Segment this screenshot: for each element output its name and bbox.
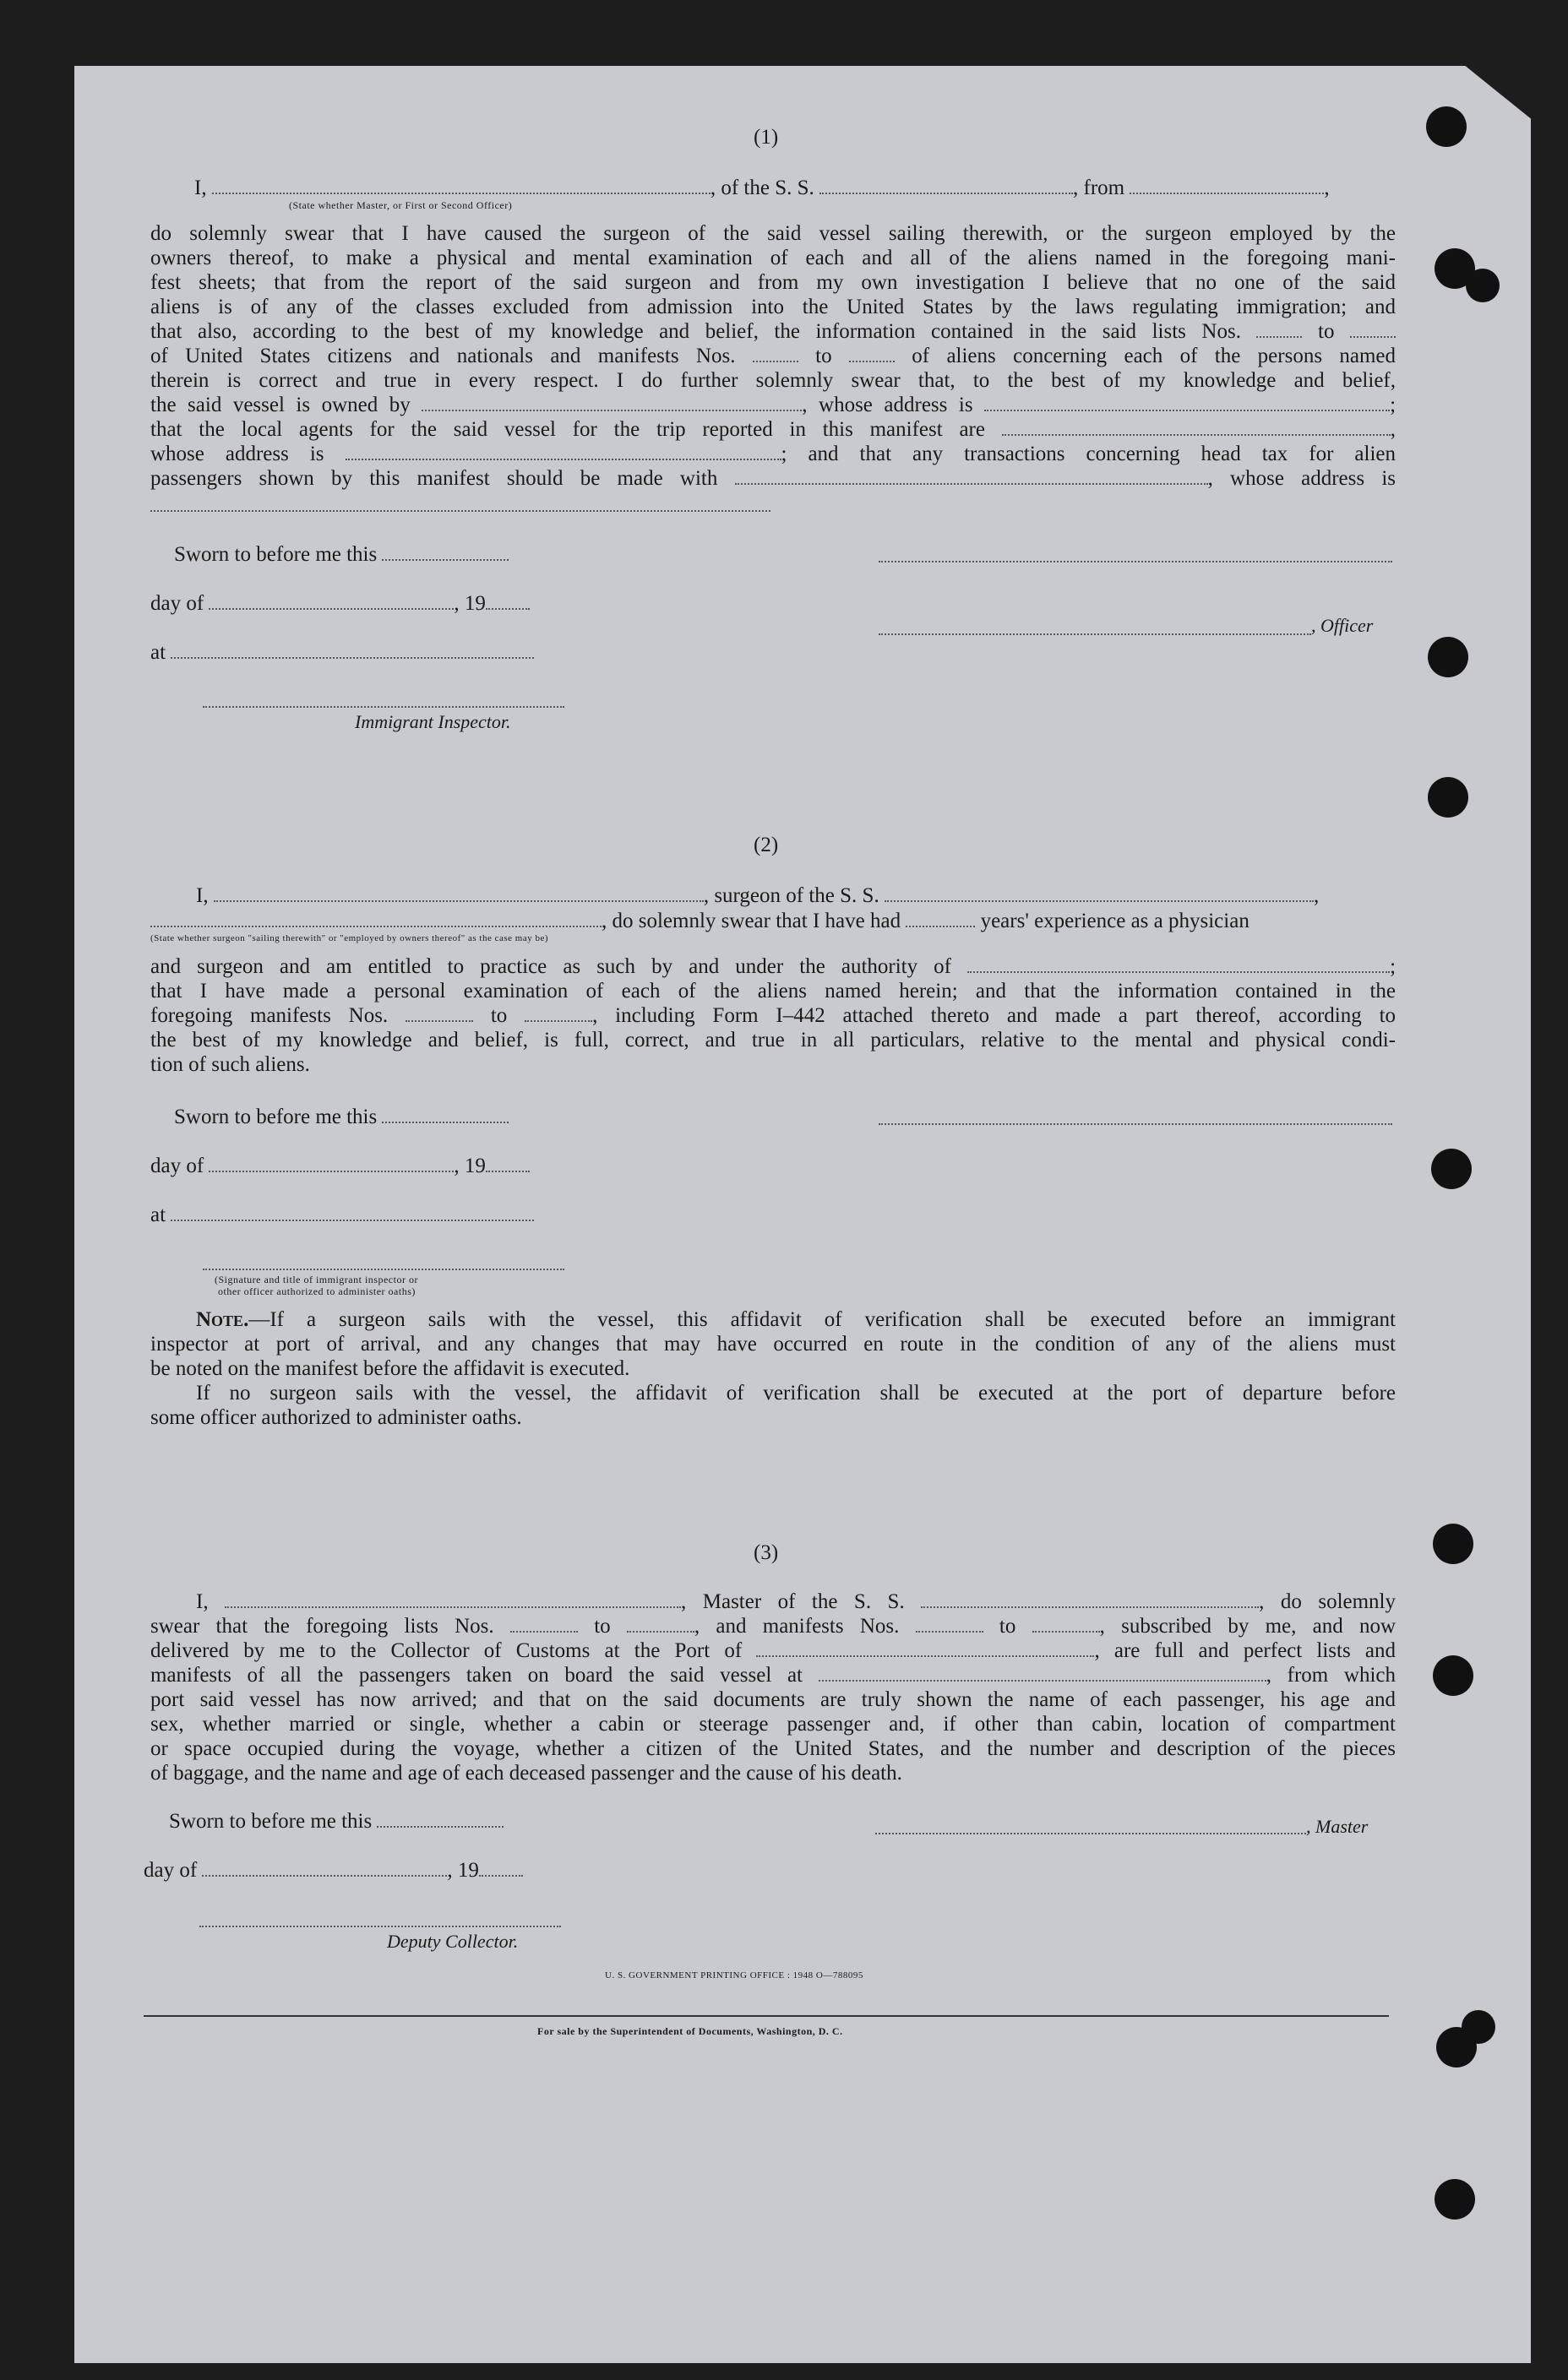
- manifest-from-field[interactable]: [916, 1630, 983, 1633]
- text: ; and that any transactions concerning head tax for alien: [781, 443, 1396, 465]
- officer-signature-line[interactable]: [203, 1269, 564, 1270]
- year-field[interactable]: [486, 1170, 530, 1172]
- body-line: [150, 442, 1396, 466]
- text: at: [150, 1204, 166, 1226]
- note-line: inspector at port of arrival, and any changes that may have occurred en route in the condition of any of the aliens must: [150, 1333, 1396, 1356]
- name-field[interactable]: [212, 192, 710, 194]
- text: whose address is: [150, 443, 324, 465]
- signature-note: (Signature and title of immigrant inspector or: [215, 1274, 418, 1285]
- printing-office-imprint: U. S. GOVERNMENT PRINTING OFFICE : 1948 O—788095: [605, 1970, 863, 1981]
- body-line: [150, 1589, 1396, 1614]
- body-line: tion of such aliens.: [150, 1053, 310, 1076]
- day-of-label: [150, 1154, 530, 1179]
- at-field[interactable]: [171, 1219, 534, 1221]
- sworn-label: [174, 542, 509, 568]
- years-field[interactable]: [906, 925, 975, 927]
- body-line: [150, 319, 1396, 344]
- text: ;: [1390, 955, 1396, 978]
- head-tax-field[interactable]: [735, 482, 1208, 485]
- sworn-day-field[interactable]: [382, 1121, 509, 1123]
- manifest-to-field[interactable]: [849, 360, 895, 362]
- text: to: [1318, 320, 1335, 343]
- text: Sworn to before me this: [174, 543, 378, 566]
- boarding-port-field[interactable]: [819, 1679, 1266, 1682]
- section-1-body: [150, 221, 1396, 491]
- body-line: [150, 1003, 1396, 1028]
- lists-to-field[interactable]: [1350, 335, 1396, 338]
- section-2-line-2: [150, 909, 1250, 934]
- text: and surgeon and am entitled to practice as such by and under the authority of: [150, 955, 951, 978]
- body-line: [150, 1638, 1396, 1663]
- officer-signature-line-2[interactable]: [879, 633, 1311, 635]
- text: to: [490, 1004, 508, 1027]
- month-field[interactable]: [209, 1170, 454, 1172]
- text: , whose address is: [802, 394, 973, 416]
- body-line: sex, whether married or single, whether a cabin or steerage passenger and, if other than cabin, location of compartment: [150, 1713, 1396, 1736]
- text: , and manifests Nos.: [694, 1615, 900, 1638]
- label: , of the S. S.: [710, 177, 814, 199]
- officer-note: (State whether Master, or First or Second Officer): [289, 199, 513, 211]
- text: , Master of the S. S.: [681, 1590, 905, 1613]
- body-line: aliens is of any of the classes excluded from admission into the United States by the laws regulating immigration; and: [150, 296, 1396, 318]
- text: foregoing manifests Nos.: [150, 1004, 389, 1027]
- section-2-number: (2): [754, 834, 779, 856]
- text: ,: [1390, 418, 1396, 441]
- sworn-label: [174, 1105, 509, 1130]
- from-field[interactable]: [1130, 192, 1324, 194]
- surgeon-note: (State whether surgeon "sailing therewith" or "employed by owners thereof" as the case may be): [150, 933, 549, 943]
- lists-from-field[interactable]: [510, 1630, 578, 1633]
- body-line: [150, 393, 1396, 417]
- body-line: or space occupied during the voyage, whether a citizen of the United States, and the number and description of the pieces: [150, 1737, 1396, 1760]
- text: , from which: [1266, 1664, 1396, 1687]
- body-line: therein is correct and true in every respect. I do further solemnly swear that, to the best of my knowledge and belief,: [150, 369, 1396, 392]
- punch-hole: [1433, 1524, 1473, 1564]
- note-line: [150, 1307, 1396, 1332]
- body-line: [150, 344, 1396, 368]
- port-field[interactable]: [756, 1655, 1094, 1657]
- at-label: [150, 640, 534, 666]
- text: I,: [196, 884, 209, 907]
- surgeon-status-field[interactable]: [150, 925, 602, 927]
- text: , are full and perfect lists and: [1094, 1639, 1396, 1662]
- section-1-number: (1): [754, 126, 779, 149]
- owner-address-field[interactable]: [984, 409, 1390, 411]
- address-field[interactable]: [150, 510, 770, 512]
- punch-hole: [1433, 1655, 1473, 1696]
- surgeon-name-field[interactable]: [214, 899, 704, 902]
- note-line: be noted on the manifest before the affidavit is executed.: [150, 1357, 630, 1380]
- body-line: [150, 466, 1396, 491]
- sworn-label: [169, 1809, 504, 1834]
- text: , whose address is: [1207, 467, 1396, 490]
- text: , do solemnly: [1259, 1590, 1396, 1613]
- text: that the local agents for the said vessel for the trip reported in this manifest are: [150, 418, 985, 441]
- master-label: , Master: [1306, 1816, 1369, 1837]
- text: swear that the foregoing lists Nos.: [150, 1615, 494, 1638]
- officer-label: , Officer: [1311, 615, 1374, 636]
- body-line: the best of my knowledge and belief, is full, correct, and true in all particulars, relative to the mental and physical condi-: [150, 1029, 1396, 1051]
- body-line: [150, 1663, 1396, 1687]
- month-field[interactable]: [209, 607, 454, 610]
- section-2-line-1: [196, 883, 1319, 909]
- text: of United States citizens and nationals and manifests Nos.: [150, 345, 736, 367]
- punch-hole: [1426, 106, 1467, 147]
- vessel-field[interactable]: [921, 1606, 1259, 1608]
- section-3-number: (3): [754, 1541, 779, 1564]
- section-3-body: [150, 1589, 1396, 1785]
- note-paragraph: [150, 1307, 1396, 1430]
- text: to: [594, 1615, 611, 1638]
- sale-notice: For sale by the Superintendent of Documents, Washington, D. C.: [537, 2025, 843, 2037]
- text: day of: [150, 592, 204, 615]
- text: , 19: [454, 1155, 486, 1177]
- master-name-field[interactable]: [225, 1606, 681, 1608]
- text: to: [999, 1615, 1016, 1638]
- day-of-label: [144, 1858, 523, 1883]
- text: to: [815, 345, 832, 367]
- section-2-body: [150, 954, 1396, 1077]
- agents-field[interactable]: [1002, 433, 1391, 436]
- text: , surgeon of the S. S.: [703, 884, 879, 907]
- month-field[interactable]: [202, 1874, 447, 1877]
- signature-note: other officer authorized to administer oaths): [218, 1285, 416, 1297]
- vessel-field[interactable]: [885, 899, 1314, 902]
- inspector-label: Immigrant Inspector.: [355, 711, 511, 732]
- text: of aliens concerning each of the persons named: [912, 345, 1396, 367]
- text: passengers shown by this manifest should be made with: [150, 467, 718, 490]
- punch-hole: [1431, 1149, 1472, 1189]
- day-of-label: [150, 591, 530, 617]
- text: delivered by me to the Collector of Customs at the Port of: [150, 1639, 743, 1662]
- text: , 19: [447, 1859, 479, 1882]
- text: —If a surgeon sails with the vessel, this affidavit of verification shall be executed before an immigrant: [248, 1308, 1396, 1331]
- body-line: fest sheets; that from the report of the said surgeon and from my own investigation I believe that no one of the said: [150, 271, 1396, 294]
- body-line: that I have made a personal examination of each of the aliens named herein; and that the information contained in the: [150, 980, 1396, 1003]
- text: I,: [196, 1590, 209, 1613]
- punch-hole: [1466, 269, 1500, 302]
- lists-to-field[interactable]: [627, 1630, 694, 1633]
- body-line: do solemnly swear that I have caused the surgeon of the said vessel sailing therewith, or the surgeon employed by the: [150, 222, 1396, 245]
- collector-signature-line[interactable]: [199, 1926, 561, 1927]
- at-field[interactable]: [171, 656, 534, 659]
- manifest-from-field[interactable]: [753, 360, 798, 362]
- label: , from: [1073, 177, 1125, 199]
- vessel-field[interactable]: [819, 192, 1073, 194]
- officer-signature-line-1[interactable]: [879, 561, 1392, 562]
- inspector-signature-line[interactable]: [203, 706, 564, 708]
- text: Sworn to before me this: [174, 1106, 378, 1128]
- text: the said vessel is owned by: [150, 394, 411, 416]
- manifest-to-field[interactable]: [1032, 1630, 1100, 1633]
- text: ,: [1313, 884, 1320, 907]
- text: day of: [150, 1155, 204, 1177]
- master-signature-line[interactable]: [875, 1833, 1306, 1834]
- manifest-to-field[interactable]: [525, 1019, 592, 1022]
- surgeon-signature-line[interactable]: [879, 1123, 1392, 1125]
- punch-hole: [1428, 637, 1468, 677]
- lists-from-field[interactable]: [1256, 335, 1302, 338]
- sworn-day-field[interactable]: [377, 1825, 504, 1828]
- text: Sworn to before me this: [169, 1810, 373, 1833]
- note-line: some officer authorized to administer oaths.: [150, 1406, 522, 1429]
- text: , 19: [454, 592, 486, 615]
- text: manifests of all the passengers taken on board the said vessel at: [150, 1664, 803, 1687]
- manifest-from-field[interactable]: [406, 1019, 473, 1022]
- owner-field[interactable]: [422, 409, 802, 411]
- punch-hole: [1462, 2010, 1495, 2044]
- text: , including Form I–442 attached thereto and made a part thereof, according to: [592, 1004, 1396, 1027]
- body-line: [150, 1614, 1396, 1638]
- text: that also, according to the best of my knowledge and belief, the information contained in the said lists Nos.: [150, 320, 1241, 343]
- year-field[interactable]: [486, 607, 530, 610]
- at-label: [150, 1203, 534, 1228]
- body-line: owners thereof, to make a physical and mental examination of each and all of the aliens named in the foregoing mani-: [150, 247, 1396, 269]
- body-line: [150, 417, 1396, 442]
- agents-address-field[interactable]: [346, 458, 781, 460]
- text: , do solemnly swear that I have had: [602, 910, 901, 932]
- text: at: [150, 641, 166, 664]
- label: I,: [194, 177, 207, 199]
- deputy-collector-label: Deputy Collector.: [387, 1931, 519, 1952]
- section-1-line-1: I, , of the S. S. , from ,: [194, 177, 1330, 199]
- text: ;: [1390, 394, 1396, 416]
- punch-hole: [1428, 777, 1468, 818]
- year-field[interactable]: [479, 1874, 523, 1877]
- sworn-day-field[interactable]: [382, 558, 509, 561]
- body-line: [150, 954, 1396, 979]
- body-line: port said vessel has now arrived; and that on the said documents are truly shown the name of each passenger, his age and: [150, 1688, 1396, 1711]
- note-line: If no surgeon sails with the vessel, the affidavit of verification shall be executed at the port of departure before: [196, 1382, 1396, 1405]
- text: years' experience as a physician: [980, 910, 1250, 932]
- note-label: Note.: [196, 1308, 249, 1331]
- text: , subscribed by me, and now: [1099, 1615, 1396, 1638]
- body-line: of baggage, and the name and age of each deceased passenger and the cause of his death.: [150, 1762, 902, 1785]
- footer-rule: [144, 2015, 1389, 2017]
- punch-hole: [1435, 2179, 1475, 2220]
- text: day of: [144, 1859, 198, 1882]
- authority-field[interactable]: [967, 970, 1390, 973]
